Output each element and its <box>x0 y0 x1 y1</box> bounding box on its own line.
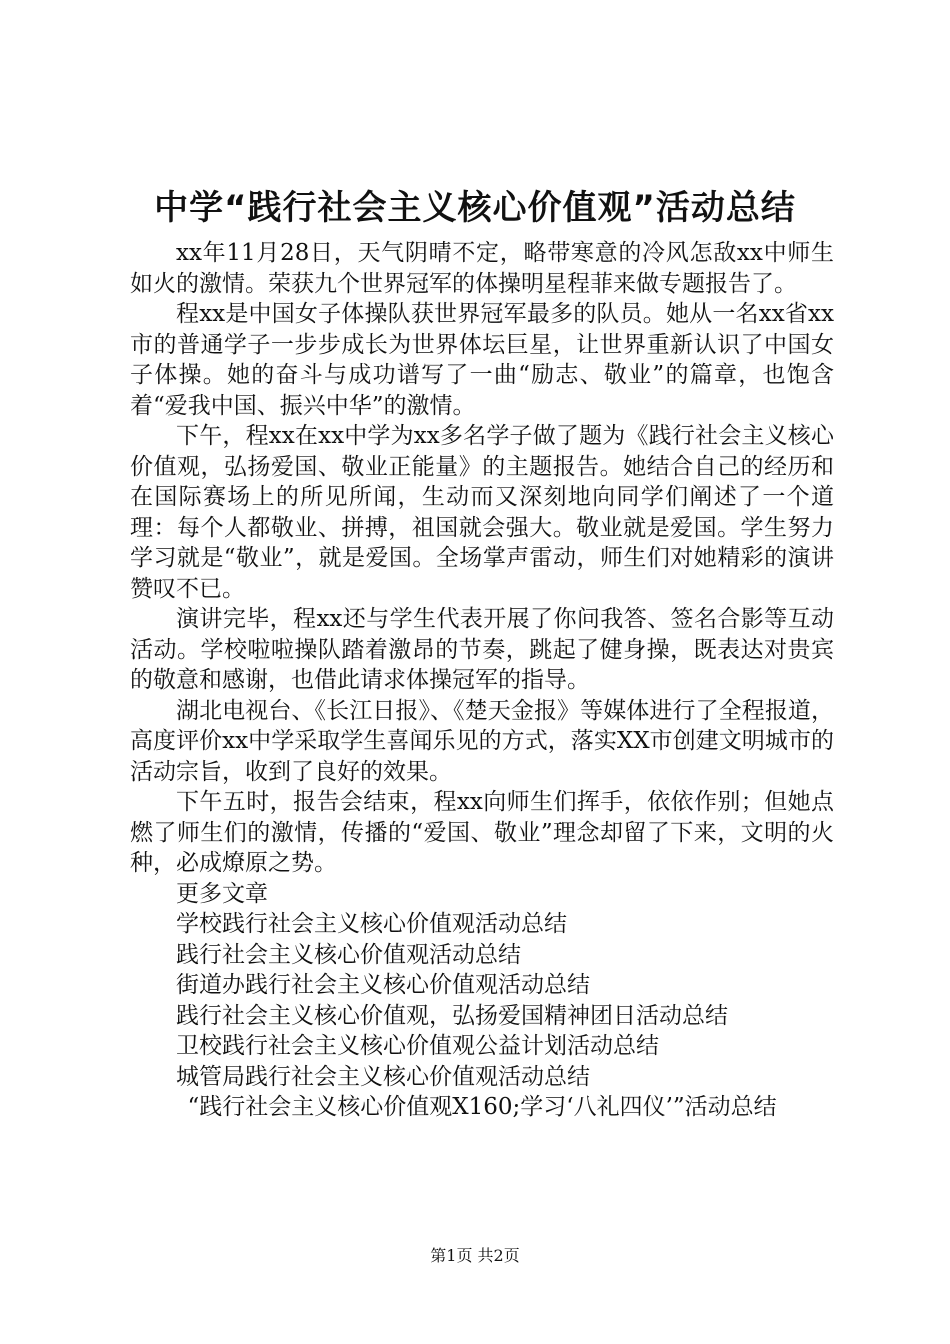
paragraph: 程xx是中国女子体操队获世界冠军最多的队员。她从一名xx省xx市的普通学子一步步成长为世界体坛巨星，让世界重新认识了中国女子体操。她的奋斗与成功谱写了一曲“励志、敬业”的篇章，也饱含着“爱我中国、振兴中华”的激情。 <box>130 301 834 419</box>
paragraph: 下午，程xx在xx中学为xx多名学子做了题为《践行社会主义核心价值观，弘扬爱国、敬业正能量》的主题报告。她结合自己的经历和在国际赛场上的所见所闻，生动而又深刻地向同学们阐述了一个道理：每个人都敬业、拼搏，祖国就会强大。敬业就是爱国。学生努力学习就是“敬业”，就是爱国。全场掌声雷动，师生们对她精彩的演讲赞叹不已。 <box>130 423 834 602</box>
document-body <box>130 238 834 1123</box>
document-title: 中学“践行社会主义核心价值观”活动总结 <box>154 188 796 228</box>
paragraph: xx年11月28日，天气阴晴不定，略带寒意的冷风怎敌xx中师生如火的激情。荣获九个世界冠军的体操明星程菲来做专题报告了。 <box>130 240 834 297</box>
more-article-link[interactable]: “践行社会主义核心价值观X160;学习‘八礼四仪’”活动总结 <box>187 1094 777 1120</box>
more-article-link[interactable]: 践行社会主义核心价值观活动总结 <box>176 941 521 968</box>
paragraph: 演讲完毕，程xx还与学生代表开展了你问我答、签名合影等互动活动。学校啦啦操队踏着激昂的节奏，跳起了健身操，既表达对贵宾的敬意和感谢，也借此请求体操冠军的指导。 <box>130 606 834 693</box>
more-article-link[interactable]: 践行社会主义核心价值观，弘扬爱国精神团日活动总结 <box>176 1002 728 1029</box>
more-article-link[interactable]: 城管局践行社会主义核心价值观活动总结 <box>176 1063 590 1090</box>
paragraph: 湖北电视台、《长江日报》、《楚天金报》等媒体进行了全程报道，高度评价xx中学采取学生喜闻乐见的方式，落实XX市创建文明城市的活动宗旨，收到了良好的效果。 <box>130 697 834 785</box>
more-articles-heading: 更多文章 <box>176 880 268 907</box>
page-footer: 第1页 共2页 <box>430 1246 520 1265</box>
more-article-link[interactable]: 卫校践行社会主义核心价值观公益计划活动总结 <box>176 1033 659 1059</box>
more-article-link[interactable]: 街道办践行社会主义核心价值观活动总结 <box>176 972 590 998</box>
more-article-link[interactable]: 学校践行社会主义核心价值观活动总结 <box>176 911 567 937</box>
paragraph: 下午五时，报告会结束，程xx向师生们挥手，依依作别；但她点燃了师生们的激情，传播的“爱国、敬业”理念却留了下来，文明的火种，必成燎原之势。 <box>130 789 834 876</box>
